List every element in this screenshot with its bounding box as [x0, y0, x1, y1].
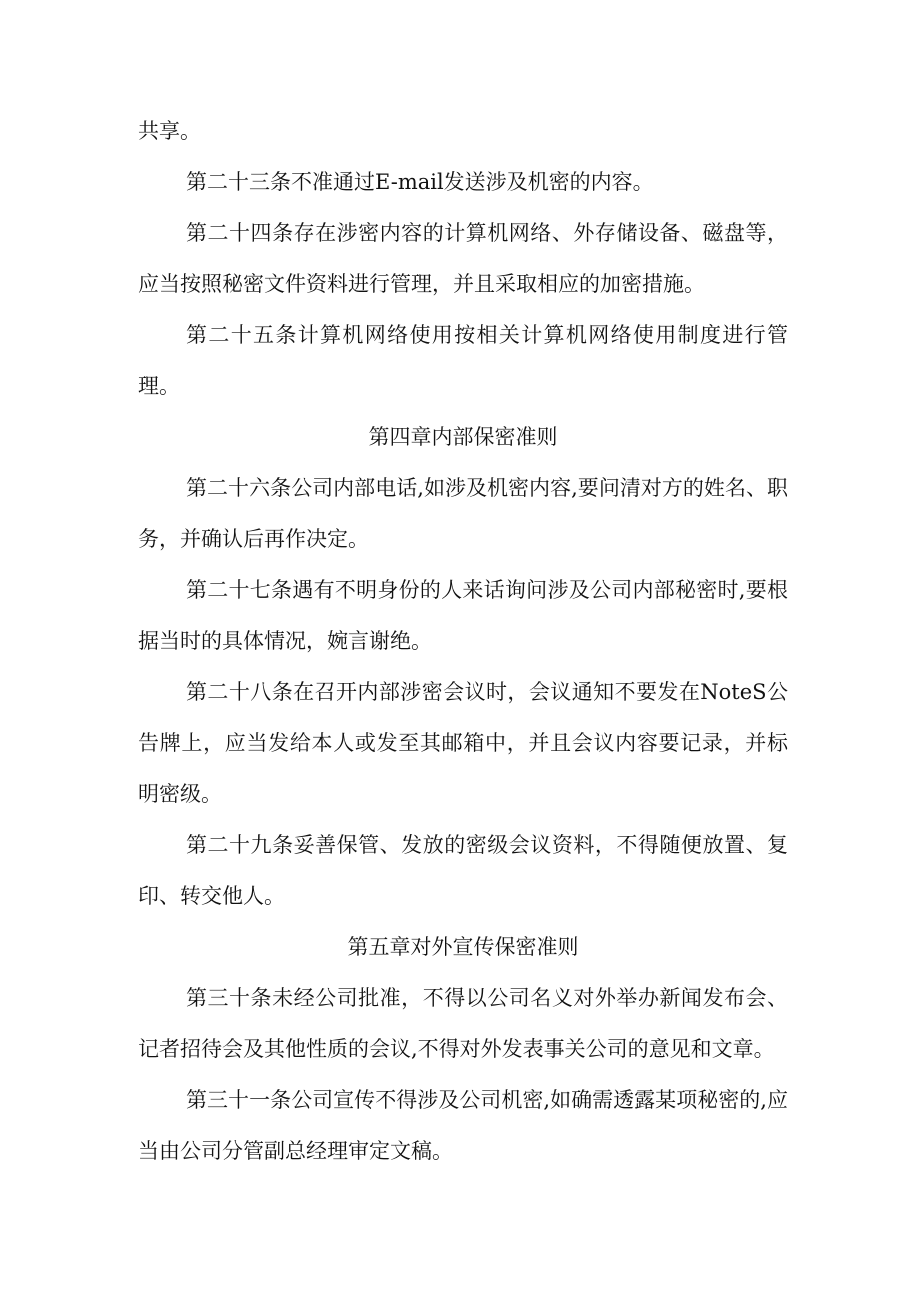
article-24: 第二十四条存在涉密内容的计算机网络、外存储设备、磁盘等，应当按照秘密文件资料进行管理，并且采取相应的加密措施。 [138, 221, 788, 296]
chapter-4-heading: 第四章内部保密准则 [368, 425, 558, 449]
article-28: 第二十八条在召开内部涉密会议时，会议通知不要发在NoteS公告牌上，应当发给本人或发至其邮箱中，并且会议内容要记录，并标明密级。 [138, 680, 788, 806]
article-25: 第二十五条计算机网络使用按相关计算机网络使用制度进行管理。 [138, 323, 788, 398]
article-23: 第二十三条不准通过E-mail发送涉及机密的内容。 [186, 170, 654, 194]
article-30: 第三十条未经公司批准，不得以公司名义对外举办新闻发布会、记者招待会及其他性质的会议,不得对外发表事关公司的意见和文章。 [138, 986, 788, 1061]
article-29: 第二十九条妥善保管、发放的密级会议资料，不得随便放置、复印、转交他人。 [138, 833, 788, 908]
article-27: 第二十七条遇有不明身份的人来话询问涉及公司内部秘密时,要根据当时的具体情况，婉言谢绝。 [138, 578, 788, 653]
document-body [138, 106, 788, 1177]
chapter-5-heading: 第五章对外宣传保密准则 [347, 935, 579, 959]
article-31: 第三十一条公司宣传不得涉及公司机密,如确需透露某项秘密的,应当由公司分管副总经理审定文稿。 [138, 1088, 788, 1163]
article-26: 第二十六条公司内部电话,如涉及机密内容,要问清对方的姓名、职务，并确认后再作决定。 [138, 476, 788, 551]
paragraph-continuation: 共享。 [138, 119, 201, 143]
